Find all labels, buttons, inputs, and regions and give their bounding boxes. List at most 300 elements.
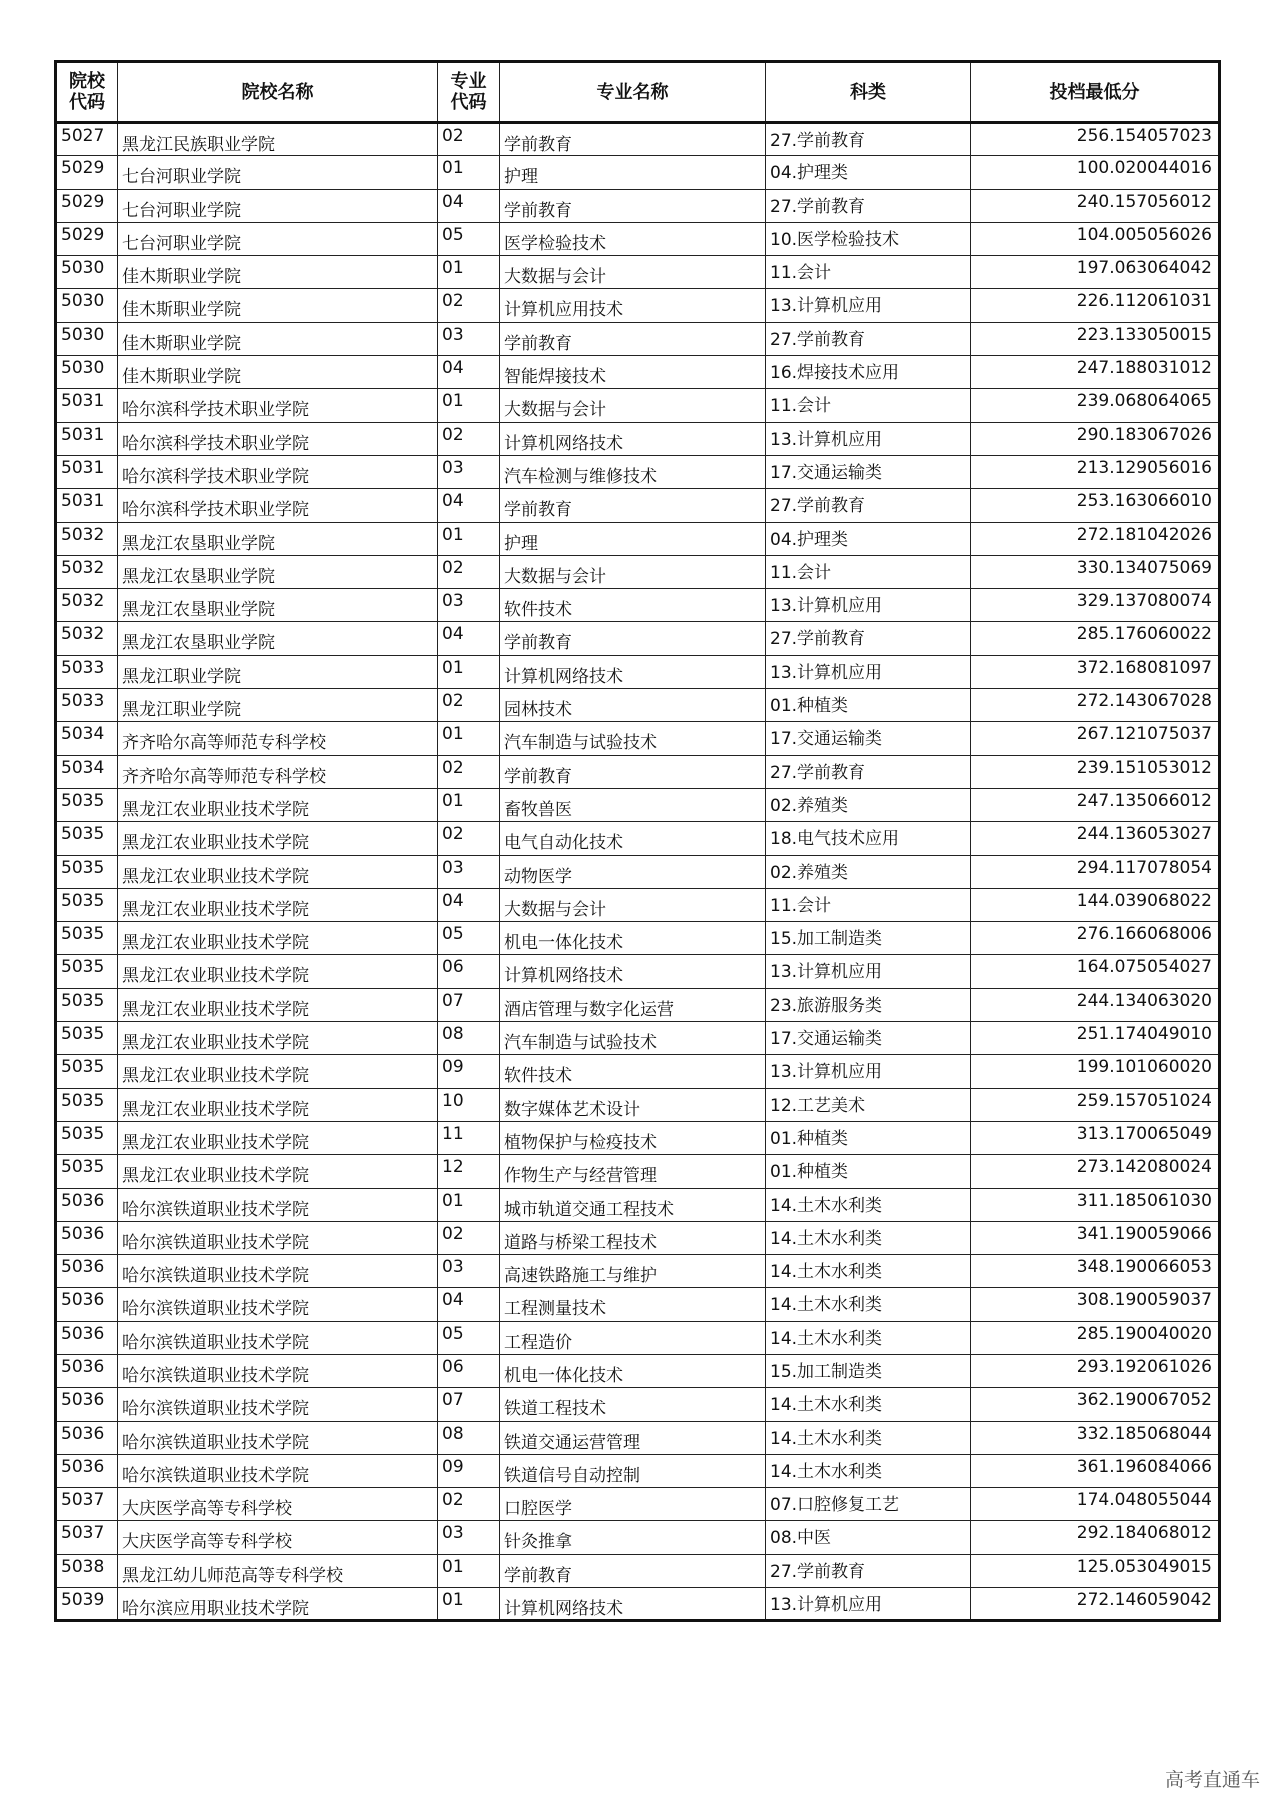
major-code-cell: 02 (438, 689, 500, 722)
school-code-cell: 5035 (56, 1088, 118, 1121)
min-score-cell: 174.048055044 (971, 1488, 1220, 1521)
category-cell: 04.护理类 (766, 156, 971, 189)
school-name-cell: 黑龙江农业职业技术学院 (118, 1088, 438, 1121)
major-code-cell: 05 (438, 1321, 500, 1354)
min-score-cell: 294.117078054 (971, 855, 1220, 888)
school-name-cell: 大庆医学高等专科学校 (118, 1488, 438, 1521)
school-name-cell: 黑龙江农垦职业学院 (118, 522, 438, 555)
school-name-cell: 黑龙江农业职业技术学院 (118, 822, 438, 855)
school-name-cell: 七台河职业学院 (118, 222, 438, 255)
major-name-cell: 学前教育 (500, 1554, 766, 1587)
major-code-cell: 02 (438, 555, 500, 588)
min-score-cell: 164.075054027 (971, 955, 1220, 988)
min-score-cell: 272.146059042 (971, 1588, 1220, 1621)
category-cell: 15.加工制造类 (766, 1354, 971, 1387)
min-score-cell: 293.192061026 (971, 1354, 1220, 1387)
school-code-cell: 5037 (56, 1521, 118, 1554)
category-cell: 17.交通运输类 (766, 1022, 971, 1055)
min-score-cell: 125.053049015 (971, 1554, 1220, 1587)
min-score-cell: 199.101060020 (971, 1055, 1220, 1088)
school-name-cell: 大庆医学高等专科学校 (118, 1521, 438, 1554)
major-name-cell: 汽车检测与维修技术 (500, 455, 766, 488)
major-name-cell: 学前教育 (500, 322, 766, 355)
major-code-cell: 01 (438, 655, 500, 688)
category-cell: 13.计算机应用 (766, 589, 971, 622)
header-school-name: 院校名称 (118, 62, 438, 123)
major-code-cell: 03 (438, 322, 500, 355)
category-cell: 18.电气技术应用 (766, 822, 971, 855)
category-cell: 14.土木水利类 (766, 1188, 971, 1221)
major-code-cell: 09 (438, 1055, 500, 1088)
major-name-cell: 计算机应用技术 (500, 289, 766, 322)
major-name-cell: 作物生产与经营管理 (500, 1155, 766, 1188)
table-row (56, 389, 1220, 422)
major-name-cell: 护理 (500, 156, 766, 189)
min-score-cell: 372.168081097 (971, 655, 1220, 688)
table-row (56, 1055, 1220, 1088)
school-name-cell: 黑龙江农业职业技术学院 (118, 988, 438, 1021)
major-name-cell: 大数据与会计 (500, 256, 766, 289)
category-cell: 14.土木水利类 (766, 1288, 971, 1321)
table-row (56, 455, 1220, 488)
school-code-cell: 5035 (56, 822, 118, 855)
major-code-cell: 03 (438, 1521, 500, 1554)
category-cell: 15.加工制造类 (766, 922, 971, 955)
table-row (56, 123, 1220, 156)
school-name-cell: 哈尔滨铁道职业技术学院 (118, 1388, 438, 1421)
min-score-cell: 362.190067052 (971, 1388, 1220, 1421)
school-code-cell: 5032 (56, 522, 118, 555)
major-code-cell: 08 (438, 1421, 500, 1454)
category-cell: 14.土木水利类 (766, 1255, 971, 1288)
table-row (56, 655, 1220, 688)
min-score-cell: 104.005056026 (971, 222, 1220, 255)
min-score-cell: 247.135066012 (971, 788, 1220, 821)
school-name-cell: 黑龙江幼儿师范高等专科学校 (118, 1554, 438, 1587)
major-name-cell: 机电一体化技术 (500, 922, 766, 955)
major-name-cell: 数字媒体艺术设计 (500, 1088, 766, 1121)
school-code-cell: 5036 (56, 1288, 118, 1321)
table-row (56, 922, 1220, 955)
school-name-cell: 黑龙江农业职业技术学院 (118, 1055, 438, 1088)
school-code-cell: 5035 (56, 955, 118, 988)
major-code-cell: 01 (438, 1188, 500, 1221)
major-name-cell: 护理 (500, 522, 766, 555)
major-code-cell: 09 (438, 1454, 500, 1487)
major-name-cell: 电气自动化技术 (500, 822, 766, 855)
header-major-name: 专业名称 (500, 62, 766, 123)
school-code-cell: 5033 (56, 689, 118, 722)
school-code-cell: 5029 (56, 189, 118, 222)
school-name-cell: 哈尔滨铁道职业技术学院 (118, 1188, 438, 1221)
min-score-cell: 144.039068022 (971, 888, 1220, 921)
table-row (56, 988, 1220, 1021)
school-code-cell: 5039 (56, 1588, 118, 1621)
table-row (56, 1554, 1220, 1587)
major-name-cell: 大数据与会计 (500, 888, 766, 921)
category-cell: 13.计算机应用 (766, 1055, 971, 1088)
school-code-cell: 5031 (56, 489, 118, 522)
min-score-cell: 197.063064042 (971, 256, 1220, 289)
major-code-cell: 02 (438, 755, 500, 788)
major-name-cell: 软件技术 (500, 589, 766, 622)
table-row (56, 1088, 1220, 1121)
school-name-cell: 黑龙江农业职业技术学院 (118, 1022, 438, 1055)
school-code-cell: 5030 (56, 322, 118, 355)
min-score-cell: 276.166068006 (971, 922, 1220, 955)
school-name-cell: 哈尔滨铁道职业技术学院 (118, 1255, 438, 1288)
table-body (56, 123, 1220, 1621)
min-score-cell: 348.190066053 (971, 1255, 1220, 1288)
major-name-cell: 智能焊接技术 (500, 356, 766, 389)
major-name-cell: 计算机网络技术 (500, 955, 766, 988)
school-name-cell: 黑龙江职业学院 (118, 655, 438, 688)
header-row (56, 62, 1220, 123)
school-code-cell: 5035 (56, 1121, 118, 1154)
school-name-cell: 哈尔滨铁道职业技术学院 (118, 1288, 438, 1321)
category-cell: 27.学前教育 (766, 489, 971, 522)
min-score-cell: 285.176060022 (971, 622, 1220, 655)
min-score-cell: 285.190040020 (971, 1321, 1220, 1354)
table-row (56, 589, 1220, 622)
category-cell: 17.交通运输类 (766, 722, 971, 755)
school-code-cell: 5034 (56, 722, 118, 755)
school-code-cell: 5035 (56, 1055, 118, 1088)
min-score-cell: 267.121075037 (971, 722, 1220, 755)
category-cell: 17.交通运输类 (766, 455, 971, 488)
school-name-cell: 哈尔滨科学技术职业学院 (118, 455, 438, 488)
major-code-cell: 05 (438, 922, 500, 955)
table-row (56, 788, 1220, 821)
min-score-cell: 239.068064065 (971, 389, 1220, 422)
school-code-cell: 5034 (56, 755, 118, 788)
category-cell: 27.学前教育 (766, 123, 971, 156)
major-name-cell: 学前教育 (500, 489, 766, 522)
min-score-cell: 259.157051024 (971, 1088, 1220, 1121)
major-name-cell: 计算机网络技术 (500, 422, 766, 455)
table-row (56, 422, 1220, 455)
table-row (56, 222, 1220, 255)
category-cell: 27.学前教育 (766, 1554, 971, 1587)
major-code-cell: 02 (438, 123, 500, 156)
min-score-cell: 330.134075069 (971, 555, 1220, 588)
school-name-cell: 七台河职业学院 (118, 189, 438, 222)
school-name-cell: 七台河职业学院 (118, 156, 438, 189)
school-code-cell: 5036 (56, 1255, 118, 1288)
category-cell: 01.种植类 (766, 689, 971, 722)
min-score-cell: 313.170065049 (971, 1121, 1220, 1154)
major-code-cell: 10 (438, 1088, 500, 1121)
table-row (56, 1121, 1220, 1154)
major-code-cell: 01 (438, 389, 500, 422)
major-code-cell: 03 (438, 589, 500, 622)
school-name-cell: 哈尔滨铁道职业技术学院 (118, 1221, 438, 1254)
table-row (56, 1521, 1220, 1554)
major-code-cell: 02 (438, 422, 500, 455)
school-code-cell: 5029 (56, 156, 118, 189)
school-code-cell: 5035 (56, 788, 118, 821)
category-cell: 01.种植类 (766, 1121, 971, 1154)
major-code-cell: 01 (438, 788, 500, 821)
table-row (56, 1321, 1220, 1354)
table-row (56, 1288, 1220, 1321)
category-cell: 27.学前教育 (766, 189, 971, 222)
major-code-cell: 04 (438, 888, 500, 921)
major-code-cell: 01 (438, 1588, 500, 1621)
major-name-cell: 学前教育 (500, 755, 766, 788)
min-score-cell: 213.129056016 (971, 455, 1220, 488)
category-cell: 16.焊接技术应用 (766, 356, 971, 389)
school-name-cell: 黑龙江农业职业技术学院 (118, 1155, 438, 1188)
table-row (56, 955, 1220, 988)
school-name-cell: 黑龙江农业职业技术学院 (118, 855, 438, 888)
table-row (56, 256, 1220, 289)
school-name-cell: 哈尔滨应用职业技术学院 (118, 1588, 438, 1621)
school-name-cell: 哈尔滨铁道职业技术学院 (118, 1421, 438, 1454)
table-row (56, 1354, 1220, 1387)
category-cell: 14.土木水利类 (766, 1421, 971, 1454)
school-name-cell: 哈尔滨铁道职业技术学院 (118, 1321, 438, 1354)
min-score-cell: 240.157056012 (971, 189, 1220, 222)
min-score-cell: 272.143067028 (971, 689, 1220, 722)
category-cell: 27.学前教育 (766, 755, 971, 788)
major-name-cell: 工程测量技术 (500, 1288, 766, 1321)
major-name-cell: 高速铁路施工与维护 (500, 1255, 766, 1288)
major-code-cell: 01 (438, 256, 500, 289)
major-code-cell: 04 (438, 489, 500, 522)
table-row (56, 1388, 1220, 1421)
category-cell: 13.计算机应用 (766, 422, 971, 455)
table-row (56, 1255, 1220, 1288)
table-row (56, 555, 1220, 588)
category-cell: 10.医学检验技术 (766, 222, 971, 255)
school-code-cell: 5032 (56, 622, 118, 655)
school-code-cell: 5031 (56, 422, 118, 455)
school-name-cell: 齐齐哈尔高等师范专科学校 (118, 755, 438, 788)
school-name-cell: 黑龙江农业职业技术学院 (118, 888, 438, 921)
major-name-cell: 铁道交通运营管理 (500, 1421, 766, 1454)
school-code-cell: 5036 (56, 1454, 118, 1487)
school-code-cell: 5035 (56, 922, 118, 955)
school-name-cell: 佳木斯职业学院 (118, 256, 438, 289)
category-cell: 12.工艺美术 (766, 1088, 971, 1121)
table-row (56, 1221, 1220, 1254)
table-row (56, 622, 1220, 655)
school-code-cell: 5036 (56, 1221, 118, 1254)
school-name-cell: 哈尔滨铁道职业技术学院 (118, 1454, 438, 1487)
school-name-cell: 哈尔滨铁道职业技术学院 (118, 1354, 438, 1387)
major-code-cell: 04 (438, 356, 500, 389)
category-cell: 11.会计 (766, 256, 971, 289)
school-code-cell: 5035 (56, 988, 118, 1021)
table-row (56, 822, 1220, 855)
school-name-cell: 齐齐哈尔高等师范专科学校 (118, 722, 438, 755)
table-row (56, 322, 1220, 355)
major-name-cell: 铁道工程技术 (500, 1388, 766, 1421)
category-cell: 27.学前教育 (766, 322, 971, 355)
major-code-cell: 01 (438, 1554, 500, 1587)
major-code-cell: 02 (438, 1488, 500, 1521)
major-code-cell: 12 (438, 1155, 500, 1188)
major-name-cell: 动物医学 (500, 855, 766, 888)
min-score-cell: 253.163066010 (971, 489, 1220, 522)
major-code-cell: 03 (438, 1255, 500, 1288)
major-name-cell: 大数据与会计 (500, 555, 766, 588)
category-cell: 13.计算机应用 (766, 955, 971, 988)
category-cell: 13.计算机应用 (766, 1588, 971, 1621)
table-row (56, 156, 1220, 189)
category-cell: 14.土木水利类 (766, 1454, 971, 1487)
school-code-cell: 5031 (56, 455, 118, 488)
major-name-cell: 针灸推拿 (500, 1521, 766, 1554)
category-cell: 14.土木水利类 (766, 1321, 971, 1354)
school-name-cell: 黑龙江农业职业技术学院 (118, 788, 438, 821)
school-name-cell: 佳木斯职业学院 (118, 356, 438, 389)
school-code-cell: 5030 (56, 356, 118, 389)
category-cell: 11.会计 (766, 555, 971, 588)
school-name-cell: 黑龙江民族职业学院 (118, 123, 438, 156)
school-code-cell: 5033 (56, 655, 118, 688)
school-code-cell: 5030 (56, 256, 118, 289)
category-cell: 01.种植类 (766, 1155, 971, 1188)
table-row (56, 722, 1220, 755)
major-code-cell: 06 (438, 1354, 500, 1387)
school-code-cell: 5027 (56, 123, 118, 156)
min-score-cell: 251.174049010 (971, 1022, 1220, 1055)
major-name-cell: 机电一体化技术 (500, 1354, 766, 1387)
category-cell: 14.土木水利类 (766, 1388, 971, 1421)
major-name-cell: 铁道信号自动控制 (500, 1454, 766, 1487)
table-row (56, 689, 1220, 722)
major-code-cell: 07 (438, 988, 500, 1021)
major-name-cell: 学前教育 (500, 622, 766, 655)
major-name-cell: 植物保护与检疫技术 (500, 1121, 766, 1154)
min-score-cell: 341.190059066 (971, 1221, 1220, 1254)
category-cell: 08.中医 (766, 1521, 971, 1554)
major-code-cell: 02 (438, 289, 500, 322)
table-row (56, 189, 1220, 222)
table-header (56, 62, 1220, 123)
school-name-cell: 黑龙江农业职业技术学院 (118, 922, 438, 955)
table-row (56, 1454, 1220, 1487)
category-cell: 11.会计 (766, 389, 971, 422)
school-name-cell: 哈尔滨科学技术职业学院 (118, 389, 438, 422)
school-code-cell: 5031 (56, 389, 118, 422)
major-code-cell: 07 (438, 1388, 500, 1421)
table-row (56, 289, 1220, 322)
table-row (56, 1022, 1220, 1055)
school-name-cell: 佳木斯职业学院 (118, 322, 438, 355)
school-name-cell: 哈尔滨科学技术职业学院 (118, 489, 438, 522)
school-code-cell: 5035 (56, 1155, 118, 1188)
major-name-cell: 软件技术 (500, 1055, 766, 1088)
header-school-code: 院校代码 (56, 62, 118, 123)
school-code-cell: 5036 (56, 1321, 118, 1354)
major-code-cell: 03 (438, 455, 500, 488)
school-code-cell: 5035 (56, 888, 118, 921)
school-name-cell: 佳木斯职业学院 (118, 289, 438, 322)
category-cell: 02.养殖类 (766, 855, 971, 888)
category-cell: 11.会计 (766, 888, 971, 921)
table-row (56, 522, 1220, 555)
school-code-cell: 5032 (56, 555, 118, 588)
min-score-cell: 244.134063020 (971, 988, 1220, 1021)
major-name-cell: 汽车制造与试验技术 (500, 722, 766, 755)
major-code-cell: 01 (438, 156, 500, 189)
school-name-cell: 黑龙江农垦职业学院 (118, 622, 438, 655)
table-row (56, 1421, 1220, 1454)
school-name-cell: 黑龙江农垦职业学院 (118, 589, 438, 622)
major-name-cell: 畜牧兽医 (500, 788, 766, 821)
category-cell: 27.学前教育 (766, 622, 971, 655)
school-code-cell: 5036 (56, 1421, 118, 1454)
major-name-cell: 工程造价 (500, 1321, 766, 1354)
school-name-cell: 黑龙江职业学院 (118, 689, 438, 722)
major-name-cell: 口腔医学 (500, 1488, 766, 1521)
school-code-cell: 5036 (56, 1354, 118, 1387)
school-code-cell: 5030 (56, 289, 118, 322)
school-code-cell: 5029 (56, 222, 118, 255)
min-score-cell: 244.136053027 (971, 822, 1220, 855)
category-cell: 13.计算机应用 (766, 289, 971, 322)
major-code-cell: 04 (438, 622, 500, 655)
school-code-cell: 5035 (56, 855, 118, 888)
table-row (56, 356, 1220, 389)
major-code-cell: 02 (438, 1221, 500, 1254)
min-score-cell: 256.154057023 (971, 123, 1220, 156)
school-name-cell: 黑龙江农业职业技术学院 (118, 955, 438, 988)
major-code-cell: 05 (438, 222, 500, 255)
table-row (56, 1188, 1220, 1221)
major-name-cell: 汽车制造与试验技术 (500, 1022, 766, 1055)
header-min-score: 投档最低分 (971, 62, 1220, 123)
min-score-cell: 223.133050015 (971, 322, 1220, 355)
table-row (56, 755, 1220, 788)
major-name-cell: 计算机网络技术 (500, 1588, 766, 1621)
header-major-code: 专业代码 (438, 62, 500, 123)
school-name-cell: 黑龙江农业职业技术学院 (118, 1121, 438, 1154)
min-score-cell: 292.184068012 (971, 1521, 1220, 1554)
school-code-cell: 5036 (56, 1388, 118, 1421)
category-cell: 13.计算机应用 (766, 655, 971, 688)
table-row (56, 888, 1220, 921)
major-name-cell: 医学检验技术 (500, 222, 766, 255)
min-score-cell: 247.188031012 (971, 356, 1220, 389)
category-cell: 07.口腔修复工艺 (766, 1488, 971, 1521)
major-name-cell: 城市轨道交通工程技术 (500, 1188, 766, 1221)
min-score-cell: 273.142080024 (971, 1155, 1220, 1188)
school-code-cell: 5032 (56, 589, 118, 622)
min-score-cell: 290.183067026 (971, 422, 1220, 455)
school-code-cell: 5038 (56, 1554, 118, 1587)
major-code-cell: 06 (438, 955, 500, 988)
min-score-cell: 272.181042026 (971, 522, 1220, 555)
min-score-cell: 226.112061031 (971, 289, 1220, 322)
header-category: 科类 (766, 62, 971, 123)
min-score-cell: 332.185068044 (971, 1421, 1220, 1454)
category-cell: 14.土木水利类 (766, 1221, 971, 1254)
table-row (56, 855, 1220, 888)
school-name-cell: 哈尔滨科学技术职业学院 (118, 422, 438, 455)
table-row (56, 1155, 1220, 1188)
major-code-cell: 01 (438, 722, 500, 755)
category-cell: 02.养殖类 (766, 788, 971, 821)
major-code-cell: 03 (438, 855, 500, 888)
school-code-cell: 5036 (56, 1188, 118, 1221)
min-score-cell: 311.185061030 (971, 1188, 1220, 1221)
admission-score-table (54, 60, 1221, 1622)
school-code-cell: 5035 (56, 1022, 118, 1055)
